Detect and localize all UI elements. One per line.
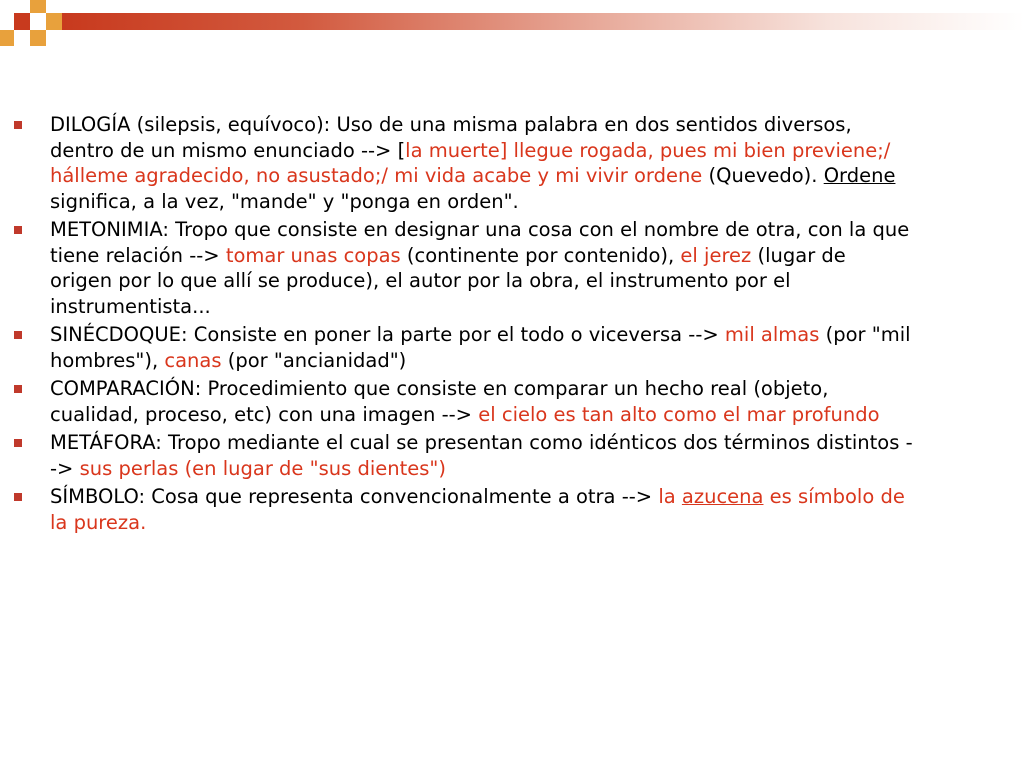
bullet-item bbox=[14, 376, 914, 427]
text-segment: (por "mil hombres"), bbox=[50, 323, 911, 372]
bullet-item bbox=[14, 112, 914, 214]
slide-content bbox=[14, 112, 914, 538]
bullet-item bbox=[14, 430, 914, 481]
header-decoration bbox=[0, 0, 1024, 70]
text-segment: tomar unas copas bbox=[225, 243, 401, 267]
bullet-list bbox=[14, 112, 914, 535]
text-segment: METÁFORA: Tropo mediante el cual se presentan como idénticos dos términos distintos --> bbox=[50, 431, 913, 480]
bullet-item bbox=[14, 484, 914, 535]
text-segment: es símbolo de la pureza. bbox=[50, 485, 905, 534]
square-bullet-icon bbox=[14, 493, 22, 501]
text-segment: el jerez bbox=[680, 243, 752, 267]
deco-square-orange-top bbox=[30, 0, 46, 13]
text-segment: (lugar de origen por lo que allí se produce), el autor por la obra, el instrumento por el instrumentista... bbox=[50, 243, 846, 318]
text-segment: el cielo es tan alto como el mar profundo bbox=[478, 402, 880, 426]
text-segment: la bbox=[658, 485, 682, 508]
square-bullet-icon bbox=[14, 385, 22, 393]
square-bullet-icon bbox=[14, 121, 22, 129]
text-segment: (continente por contenido), bbox=[400, 243, 681, 267]
deco-square-orange-left bbox=[0, 30, 14, 46]
text-segment: (por "ancianidad") bbox=[221, 348, 407, 372]
text-segment: canas bbox=[164, 348, 222, 372]
text-segment: SÍMBOLO: Cosa que representa convencionalmente a otra --> bbox=[50, 485, 659, 508]
text-segment: COMPARACIÓN: Procedimiento que consiste en comparar un hecho real (objeto, cualidad, proceso, etc) con una imagen --> bbox=[50, 377, 829, 426]
text-segment: METONIMIA: Tropo que consiste en designar una cosa con el nombre de otra, con la que tiene relación --> bbox=[50, 218, 910, 267]
text-segment: mil almas bbox=[724, 323, 820, 346]
deco-square-orange-mid bbox=[46, 13, 62, 30]
text-segment: Ordene bbox=[823, 164, 896, 187]
square-bullet-icon bbox=[14, 439, 22, 447]
square-bullet-icon bbox=[14, 226, 22, 234]
bullet-item bbox=[14, 217, 914, 319]
square-bullet-icon bbox=[14, 331, 22, 339]
text-segment: azucena bbox=[681, 485, 764, 508]
deco-square-red bbox=[14, 13, 30, 30]
text-segment: (Quevedo). bbox=[702, 164, 824, 187]
text-segment: significa, a la vez, "mande" y "ponga en orden". bbox=[50, 189, 519, 213]
text-segment: la muerte] llegue rogada, pues mi bien previene;/ hálleme agradecido, no asustado;/ mi vida acabe y mi vivir ordene bbox=[50, 138, 891, 187]
text-segment: SINÉCDOQUE: Consiste en poner la parte por el todo o viceversa --> bbox=[50, 323, 725, 346]
header-gradient-bar bbox=[62, 13, 1024, 30]
text-segment: sus perlas (en lugar de "sus dientes") bbox=[79, 456, 447, 480]
deco-square-orange-bottom bbox=[30, 30, 46, 46]
text-segment: DILOGÍA (silepsis, equívoco): Uso de una misma palabra en dos sentidos diversos, dentro de un mismo enunciado --> [ bbox=[50, 113, 852, 162]
bullet-item bbox=[14, 322, 914, 373]
